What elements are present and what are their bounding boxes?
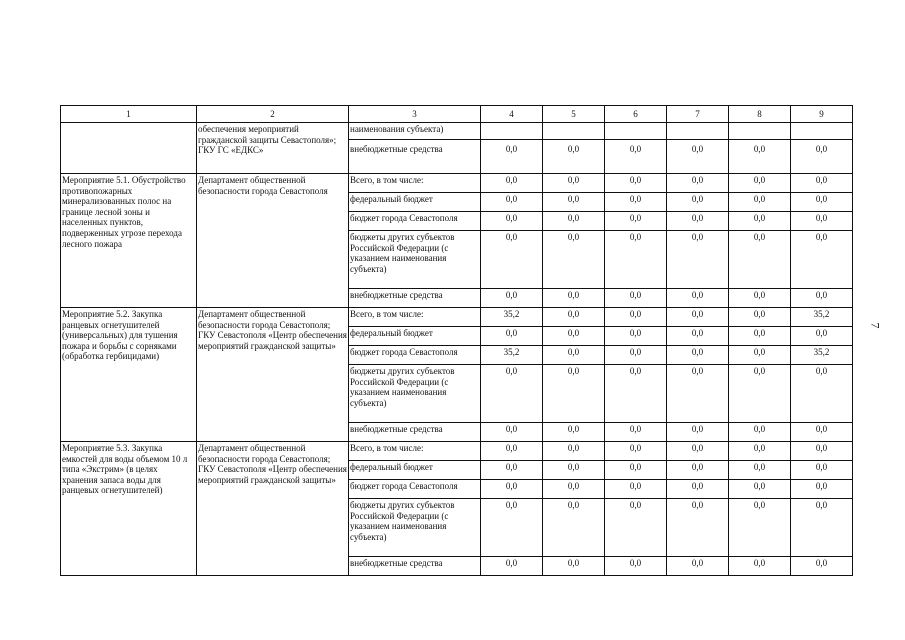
header-cell: 9 [791, 106, 853, 123]
funding-source-cell: внебюджетные средства [349, 289, 481, 308]
value-cell: 0,0 [729, 289, 791, 308]
value-cell: 0,0 [791, 174, 853, 193]
value-cell: 0,0 [667, 212, 729, 231]
value-cell: 0,0 [667, 289, 729, 308]
value-cell: 0,0 [605, 140, 667, 174]
header-cell: 3 [349, 106, 481, 123]
value-cell: 0,0 [543, 423, 605, 442]
value-cell: 0,0 [729, 327, 791, 346]
value-cell: 0,0 [729, 499, 791, 557]
value-cell: 0,0 [605, 212, 667, 231]
value-cell: 0,0 [667, 423, 729, 442]
header-cell: 2 [197, 106, 349, 123]
value-cell: 0,0 [543, 193, 605, 212]
value-cell: 0,0 [481, 174, 543, 193]
header-cell: 5 [543, 106, 605, 123]
value-cell: 0,0 [605, 557, 667, 576]
value-cell: 0,0 [791, 423, 853, 442]
value-cell: 0,0 [791, 557, 853, 576]
value-cell: 0,0 [791, 480, 853, 499]
value-cell: 35,2 [481, 346, 543, 365]
funding-source-cell: внебюджетные средства [349, 140, 481, 174]
value-cell: 0,0 [481, 442, 543, 461]
value-cell: 0,0 [791, 289, 853, 308]
funding-source-cell: Всего, в том числе: [349, 308, 481, 327]
funding-source-cell: бюджеты других субъектов Российской Федерации (с указанием наименования субъекта) [349, 499, 481, 557]
measure-name-cell [61, 123, 197, 174]
table-row [61, 123, 853, 140]
header-cell: 8 [729, 106, 791, 123]
funding-source-cell: бюджет города Севастополя [349, 212, 481, 231]
value-cell: 0,0 [605, 193, 667, 212]
value-cell: 0,0 [543, 212, 605, 231]
value-cell: 0,0 [543, 480, 605, 499]
value-cell [605, 123, 667, 140]
value-cell: 0,0 [791, 140, 853, 174]
value-cell: 0,0 [791, 365, 853, 423]
value-cell: 0,0 [667, 346, 729, 365]
funding-source-cell: бюджеты других субъектов Российской Федерации (с указанием наименования субъекта) [349, 365, 481, 423]
value-cell [481, 123, 543, 140]
value-cell [729, 123, 791, 140]
value-cell: 0,0 [667, 442, 729, 461]
value-cell: 0,0 [605, 327, 667, 346]
executor-cell: Департамент общественной безопасности города Севастополя; ГКУ Севастополя «Центр обеспечения мероприятий гражданской защиты» [197, 442, 349, 576]
value-cell: 35,2 [791, 308, 853, 327]
value-cell: 0,0 [667, 557, 729, 576]
value-cell: 0,0 [729, 461, 791, 480]
value-cell: 0,0 [667, 365, 729, 423]
header-cell: 6 [605, 106, 667, 123]
value-cell: 0,0 [729, 193, 791, 212]
funding-source-cell: бюджет города Севастополя [349, 346, 481, 365]
value-cell: 0,0 [667, 327, 729, 346]
value-cell: 0,0 [729, 308, 791, 327]
value-cell: 0,0 [481, 289, 543, 308]
value-cell: 0,0 [729, 174, 791, 193]
funding-source-cell: бюджеты других субъектов Российской Федерации (с указанием наименования субъекта) [349, 231, 481, 289]
value-cell: 0,0 [729, 423, 791, 442]
measure-name-cell: Мероприятие 5.1. Обустройство противопожарных минерализованных полос на границе лесной зоны и населенных пунктов, подверженных угрозе перехода лесного пожара [61, 174, 197, 308]
measure-name-cell: Мероприятие 5.3. Закупка емкостей для воды объемом 10 л типа «Экстрим» (в целях хранения запаса воды для ранцевых огнетушителей) [61, 442, 197, 576]
value-cell: 0,0 [605, 174, 667, 193]
value-cell: 0,0 [605, 442, 667, 461]
value-cell: 0,0 [791, 461, 853, 480]
value-cell: 0,0 [791, 327, 853, 346]
value-cell: 0,0 [543, 308, 605, 327]
header-row [61, 106, 853, 123]
value-cell: 0,0 [481, 140, 543, 174]
value-cell: 0,0 [667, 499, 729, 557]
value-cell: 0,0 [605, 480, 667, 499]
funding-source-cell: федеральный бюджет [349, 461, 481, 480]
measure-name-cell: Мероприятие 5.2. Закупка ранцевых огнетушителей (универсальных) для тушения пожара и борьбы с сорняками (обработка гербицидами) [61, 308, 197, 442]
funding-source-cell: внебюджетные средства [349, 557, 481, 576]
value-cell: 0,0 [543, 174, 605, 193]
table-row [61, 308, 853, 327]
value-cell: 0,0 [729, 442, 791, 461]
value-cell: 0,0 [729, 231, 791, 289]
table-row [61, 442, 853, 461]
value-cell: 0,0 [791, 442, 853, 461]
value-cell: 0,0 [481, 365, 543, 423]
value-cell: 0,0 [667, 140, 729, 174]
value-cell: 0,0 [729, 140, 791, 174]
value-cell: 0,0 [667, 231, 729, 289]
value-cell: 0,0 [729, 557, 791, 576]
funding-source-cell: наименования субъекта) [349, 123, 481, 140]
value-cell: 0,0 [543, 499, 605, 557]
value-cell: 0,0 [481, 557, 543, 576]
funding-table [60, 105, 853, 576]
value-cell: 0,0 [481, 193, 543, 212]
header-cell: 4 [481, 106, 543, 123]
value-cell: 0,0 [605, 289, 667, 308]
value-cell: 0,0 [543, 557, 605, 576]
value-cell: 0,0 [481, 423, 543, 442]
value-cell: 0,0 [481, 499, 543, 557]
value-cell: 0,0 [667, 461, 729, 480]
executor-cell: Департамент общественной безопасности города Севастополя [197, 174, 349, 308]
value-cell: 0,0 [605, 461, 667, 480]
value-cell: 0,0 [543, 461, 605, 480]
value-cell [791, 123, 853, 140]
value-cell: 0,0 [667, 193, 729, 212]
funding-source-cell: Всего, в том числе: [349, 442, 481, 461]
header-cell: 1 [61, 106, 197, 123]
value-cell: 35,2 [791, 346, 853, 365]
funding-source-cell: федеральный бюджет [349, 327, 481, 346]
value-cell: 0,0 [481, 327, 543, 346]
value-cell: 0,0 [543, 327, 605, 346]
value-cell: 0,0 [729, 365, 791, 423]
page-number: 7 [868, 322, 883, 329]
value-cell: 0,0 [729, 212, 791, 231]
value-cell: 0,0 [605, 231, 667, 289]
value-cell: 0,0 [729, 480, 791, 499]
value-cell: 0,0 [481, 212, 543, 231]
value-cell: 0,0 [729, 346, 791, 365]
value-cell: 0,0 [543, 365, 605, 423]
value-cell [543, 123, 605, 140]
value-cell: 0,0 [543, 346, 605, 365]
value-cell: 0,0 [605, 365, 667, 423]
funding-source-cell: Всего, в том числе: [349, 174, 481, 193]
value-cell: 0,0 [605, 308, 667, 327]
value-cell: 0,0 [481, 461, 543, 480]
value-cell: 0,0 [791, 193, 853, 212]
value-cell: 0,0 [543, 231, 605, 289]
value-cell: 0,0 [667, 308, 729, 327]
header-cell: 7 [667, 106, 729, 123]
value-cell: 0,0 [791, 212, 853, 231]
value-cell: 0,0 [667, 174, 729, 193]
executor-cell: обеспечения мероприятий гражданской защиты Севастополя»; ГКУ ГС «ЕДКС» [197, 123, 349, 174]
value-cell: 0,0 [605, 346, 667, 365]
funding-source-cell: бюджет города Севастополя [349, 480, 481, 499]
table-row [61, 174, 853, 193]
value-cell: 0,0 [481, 231, 543, 289]
value-cell: 0,0 [543, 442, 605, 461]
funding-source-cell: федеральный бюджет [349, 193, 481, 212]
value-cell: 0,0 [791, 499, 853, 557]
value-cell: 0,0 [605, 423, 667, 442]
executor-cell: Департамент общественной безопасности города Севастополя; ГКУ Севастополя «Центр обеспечения мероприятий гражданской защиты» [197, 308, 349, 442]
value-cell: 0,0 [543, 140, 605, 174]
value-cell: 0,0 [605, 499, 667, 557]
funding-source-cell: внебюджетные средства [349, 423, 481, 442]
value-cell: 35,2 [481, 308, 543, 327]
value-cell [667, 123, 729, 140]
value-cell: 0,0 [667, 480, 729, 499]
value-cell: 0,0 [543, 289, 605, 308]
value-cell: 0,0 [791, 231, 853, 289]
value-cell: 0,0 [481, 480, 543, 499]
